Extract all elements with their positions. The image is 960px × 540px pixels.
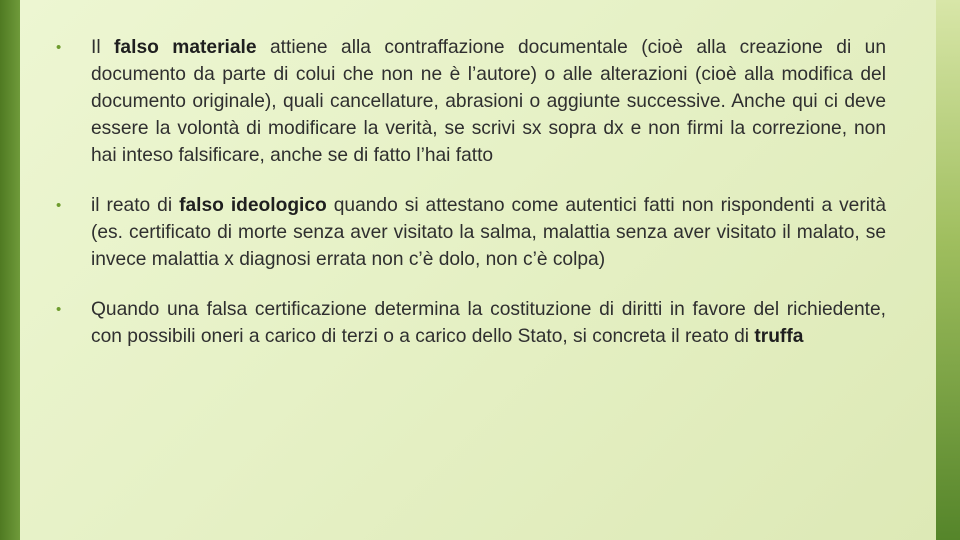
bullet-dot-icon: • bbox=[56, 39, 62, 56]
right-edge-decoration bbox=[936, 0, 960, 540]
slide-content bbox=[56, 34, 886, 373]
bold-term: falso materiale bbox=[114, 37, 257, 58]
bullet-text: il reato di bbox=[91, 195, 180, 216]
left-edge-decoration bbox=[0, 0, 20, 540]
bullet-text: Il bbox=[91, 37, 115, 58]
bullet-dot-icon: • bbox=[56, 301, 62, 318]
bullet-falso-ideologico bbox=[56, 192, 886, 273]
bold-term: falso ideologico bbox=[179, 195, 327, 216]
bullet-text: quando si attestano come autentici fatti non rispondenti a verità (es. certificato di morte senza aver visitato la salma, malattia senza aver visitato il malato, se invece malattia x diagnosi errata non c’è dolo, non c’è colpa) bbox=[91, 195, 887, 270]
bullet-truffa bbox=[56, 296, 886, 350]
bullet-falso-materiale bbox=[56, 34, 886, 169]
bold-term: truffa bbox=[754, 326, 804, 347]
bullet-text: Quando una falsa certificazione determina la costituzione di diritti in favore del richiedente, con possibili oneri a carico di terzi o a carico dello Stato, si concreta il reato di bbox=[91, 299, 886, 347]
bullet-dot-icon: • bbox=[56, 197, 62, 214]
bullet-text: attiene alla contraffazione documentale (cioè alla creazione di un documento da parte di colui che non ne è l’autore) o alle alterazioni (cioè alla modifica del documento originale), quali cancellature, abrasioni o aggiunte successive. Anche qui ci deve essere la volontà di modificare la verità, se scrivi sx sopra dx e non firmi la correzione, non hai inteso falsificare, anche se di fatto l’hai fatto bbox=[91, 37, 886, 166]
